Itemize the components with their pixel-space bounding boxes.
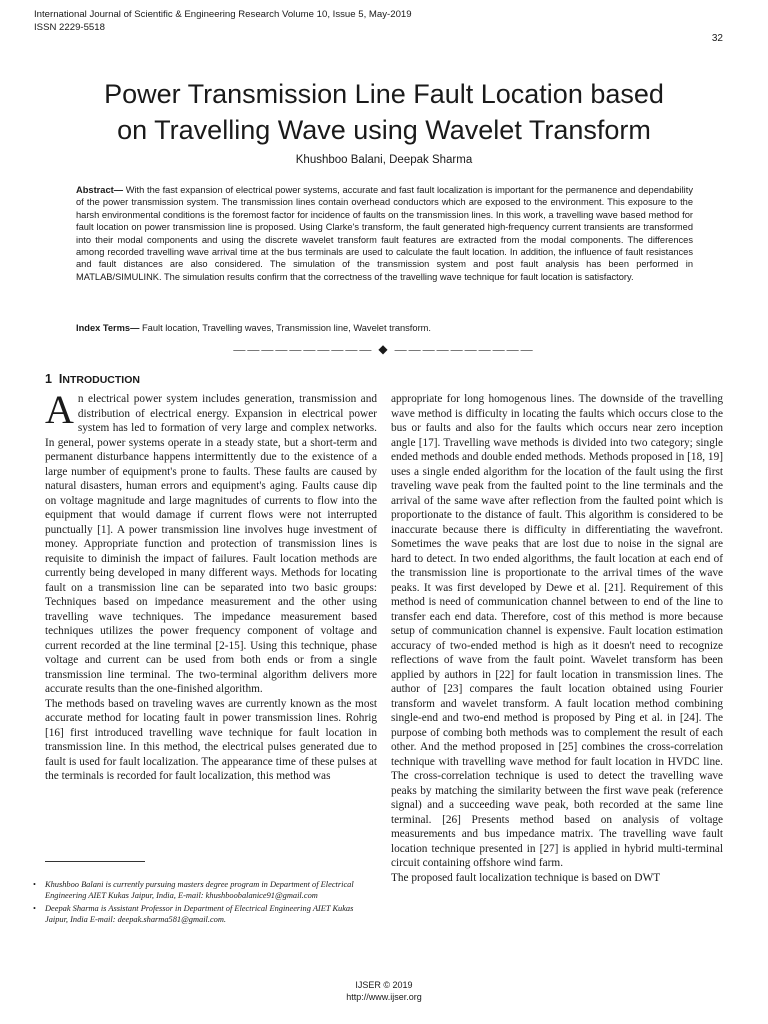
footnote-rule — [45, 861, 145, 862]
index-terms-text: Fault location, Travelling waves, Transmission line, Wavelet transform. — [141, 323, 431, 333]
abstract-text: With the fast expansion of electrical power systems, accurate and fast fault localization is important for the permanence and dependability of the power transmission system. The transmission lines contain overhead conductors which are exposed to the environment. This exposure to the harsh environmental conditions is the foremost factor for incidence of faults on the transmission lines. In this work, a travelling wave based method for fault location on power transmission line is proposed. Using Clarke's transform, the fault generated high-frequency current transients are transformed into their modal components and using the discrete wavelet transform fault features are extracted from the modal components. The differences among recorded travelling wave arrival time at the bus terminals are used to calculate the fault location. In addition, the influence of fault resistances and fault distances are also considered. The simulation of the transmission system and post fault analysis has been performed in MATLAB/SIMULINK. The simulation results confirm that the correctness of the travelling wave technique for fault location is satisfactory. — [76, 185, 693, 282]
footnote-bullet: • — [33, 880, 36, 889]
footnote-item — [33, 879, 373, 901]
intro-paragraph-1 — [45, 387, 377, 697]
page-number: 32 — [711, 33, 723, 44]
section-heading — [45, 372, 140, 386]
footnotes — [33, 879, 373, 927]
page-footer — [0, 979, 768, 1003]
journal-title: International Journal of Scientific & Engineering Research Volume 10, Issue 5, May-2019 — [34, 9, 412, 20]
separator: —————————— ◆ —————————— — [233, 342, 535, 356]
footnote-text: Khushboo Balani is currently pursuing masters degree program in Department of Electrical Engineering AIET Kukas Jaipur, India, E-mail: khushboobalanice91@gmail.com — [45, 880, 354, 900]
section-title-rest: NTRODUCTION — [62, 374, 140, 386]
journal-header — [34, 9, 412, 34]
footer-url: http://www.ijser.org — [346, 992, 422, 1002]
right-paragraph-1: appropriate for long homogenous lines. The downside of the travelling wave method is difficulty in locating the faults which occurs close to the bus or faults and also for the faults which occurs near zero inception angle [17]. Travelling wave methods is divided into two category; single ended methods and double ended methods. Methods proposed in [18, 19] uses a single ended algorithm for the location of the fault using the first traveling wave peak from the faulted point to the line terminals and the arrival of the same wave after reflection from the faulted point which is proportionate to the distance of fault. This algorithm is considered to be inaccurate because there is difficulty in differentiating the wavefront. Sometimes the wave peaks that are lost due to noise in the signal are hard to detect. In two ended algorithms, the fault location at each end of the transmission line is proportionate to the arrival times of the wave peaks. It was first developed by Dewe et al. [21]. Requirement of this method is need of communication channel between to end of the line to transfer each end data. Therefore, cost of this method is more because setup of communication channel is expensive. Fault location estimation accuracy of two-ended method is high as it doesn't need to recognize reflections of wave from the fault point. Wavelet transform has been applied by authors in [22] for fault location in transmission lines. The author of [23] compares the fault location obtained using Fourier transform and wavelet transform. A fault location method combining single-end and two-end method is proposed by Ping et al. in [24]. The purpose of combing both methods was to complement the result of each other. And the method proposed in [25] combines the cross-correlation technique with travelling wave method for fault location in HVDC line. The cross-correlation technique is used to detect the travelling wave peaks by matching the similarity between the first wave peak (reference signal) and a succeeding wave peak, both recorded at the same line terminal. [26] Presents method based on analysis of voltage measurements and bus impedance matrix. The travelling wave fault location technique presented in [27] is applied in hybrid multi-terminal circuit containing offshore wind farm. — [391, 393, 723, 869]
issn: ISSN 2229-5518 — [34, 21, 105, 33]
title-line-1: Power Transmission Line Fault Location based — [104, 79, 664, 109]
intro-paragraph-1-text: n electrical power system includes generation, transmission and distribution of electrical energy. Expansion in electrical power system has led to formation of very large and complex networks. In general, power systems operate in a steady state, but a short-term and permanent disturbance happens intermittently due to the existence of a large number of equipment's prone to faults. These faults are caused by natural disasters, human errors and equipment's aging. Faults cause dip on voltage magnitude and large magnitudes of currents to flow into the equipment that would damage if current flows were not interrupted punctually [1]. A power transmission line involves huge investment of money. Appropriate function and protection of transmission lines is requisite to diminish the impact of failures. Fault location methods are currently being developed in many different ways. Methods for locating fault on a transmission line can be separated into two basic groups: Techniques based on impedance measurement and the other using travelling wave techniques. The impedance measurement based techniques utilizes the power frequency component of voltage and current recorded at the line terminal [2-15]. Using this technique, phase voltage and current can be used from both ends or from a single transmission line terminal. The two-terminal algorithm delivers more accurate results than the one-finished algorithm. — [45, 393, 377, 695]
footer-copyright: IJSER © 2019 — [355, 980, 413, 990]
footnote-bullet: • — [33, 904, 36, 913]
footnote-item — [33, 903, 373, 925]
section-number: 1 — [45, 372, 52, 386]
paper-title — [40, 76, 728, 148]
footnote-text: Deepak Sharma is Assistant Professor in Department of Electrical Engineering AIET Kukas Jaipur, India E-mail: deepak.sharma581@gmail.com. — [45, 904, 354, 924]
left-column — [45, 387, 377, 784]
intro-paragraph-2: The methods based on traveling waves are currently known as the most accurate method for locating fault in power transmission lines. Rohrig [16] first introduced travelling wave technique for fault location in transmission line. In this method, the electrical pulses generated due to fault is used for fault localization. The appearance time of these pulses at the terminals is recorded for fault localization, this method was — [45, 697, 377, 782]
drop-cap: A — [45, 387, 74, 432]
abstract — [76, 184, 693, 283]
right-paragraph-2: The proposed fault localization technique is based on DWT — [391, 871, 661, 884]
section-title-initial: I — [58, 372, 63, 386]
right-column — [391, 392, 723, 885]
authors: Khushboo Balani, Deepak Sharma — [295, 154, 473, 166]
abstract-label: Abstract— — [76, 185, 124, 195]
index-terms — [76, 322, 693, 334]
title-line-2: on Travelling Wave using Wavelet Transform — [117, 115, 651, 145]
index-terms-label: Index Terms— — [76, 323, 140, 333]
